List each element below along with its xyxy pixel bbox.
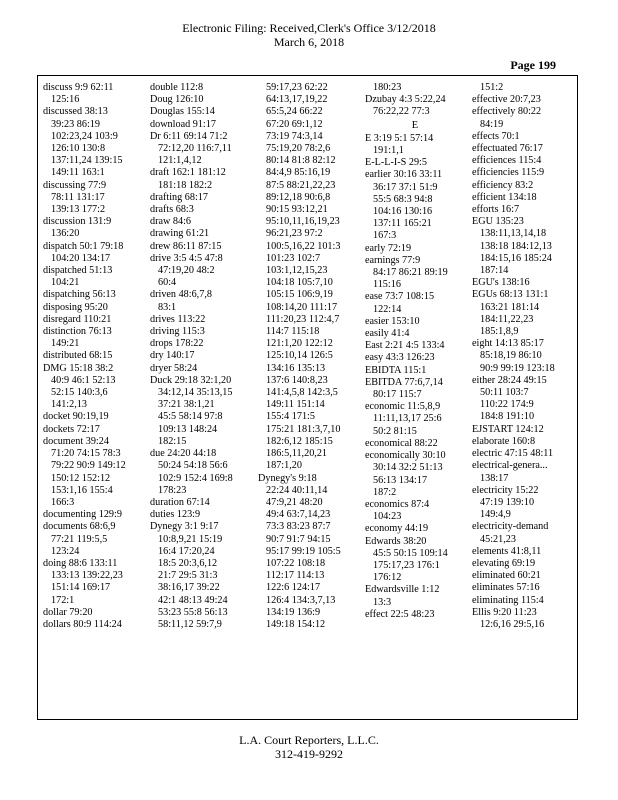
index-entry: docket 90:19,19: [43, 411, 109, 423]
index-entry: EGU's 138:16: [472, 277, 530, 289]
index-reference-line: 75:19,20 78:2,6: [266, 143, 331, 155]
index-reference-line: 64:13,17,19,22: [266, 94, 328, 106]
index-entry: download 91:17: [150, 118, 216, 130]
index-reference-line: 40:9 46:1 52:13: [51, 374, 116, 386]
index-entry: drive 3:5 4:5 47:8: [150, 252, 223, 264]
index-reference-line: 111:20,23 112:4,7: [266, 313, 340, 325]
index-entry: Edwards 38:20: [365, 535, 427, 547]
index-reference-line: 65:5,24 66:22: [266, 106, 323, 118]
index-reference-line: 134:16 135:13: [266, 362, 326, 374]
index-reference-line: 50:24 54:18 56:6: [158, 460, 228, 472]
index-entry: effective 20:7,23: [472, 94, 541, 106]
index-reference-line: 52:15 140:3,6: [51, 387, 108, 399]
index-entry: discuss 9:9 62:11: [43, 82, 114, 93]
index-reference-line: 18:5 20:3,6,12: [158, 557, 218, 569]
index-entry: efficiencies 115:9: [472, 167, 545, 179]
index-reference-line: 150:12 152:12: [51, 472, 111, 484]
index-reference-line: 47:9,21 48:20: [266, 496, 323, 508]
index-entry: disregard 110:21: [43, 313, 112, 325]
index-entry: drew 86:11 87:15: [150, 240, 222, 252]
index-entry: dryer 58:24: [150, 362, 198, 374]
index-reference-line: 107:22 108:18: [266, 557, 326, 569]
index-entry: economically 30:10: [365, 450, 446, 462]
index-reference-line: 71:20 74:15 78:3: [51, 448, 121, 460]
index-entry: easily 41:4: [365, 328, 410, 340]
index-reference-line: 184:11,22,23: [480, 313, 534, 325]
index-reference-line: 122:6 124:17: [266, 582, 321, 594]
reporter-name: L.A. Court Reporters, L.L.C.: [239, 733, 379, 747]
index-reference-line: 138:18 184:12,13: [480, 240, 552, 252]
index-reference-line: 42:1 48:13 49:24: [158, 594, 228, 606]
index-reference-line: 187:2: [373, 486, 397, 498]
index-entry: earlier 30:16 33:11: [365, 169, 443, 181]
index-reference-line: 167:3: [373, 230, 397, 242]
index-entry: disposing 95:20: [43, 301, 108, 313]
index-reference-line: 38:16,17 39:22: [158, 582, 220, 594]
index-reference-line: 191:1,1: [373, 145, 404, 157]
index-reference-line: 121:1,20 122:12: [266, 338, 333, 350]
index-entry: doing 88:6 133:11: [43, 557, 118, 569]
index-reference-line: 137:11 165:21: [373, 218, 432, 230]
index-entry: dispatched 51:13: [43, 265, 113, 277]
index-entry: discussed 38:13: [43, 106, 108, 118]
index-reference-line: 58:11,12 59:7,9: [158, 618, 222, 630]
index-entry: drives 113:22: [150, 313, 206, 325]
index-reference-line: 104:18 105:7,10: [266, 277, 333, 289]
index-reference-line: 181:18 182:2: [158, 179, 213, 191]
index-entry: due 24:20 44:18: [150, 448, 217, 460]
index-reference-line: 100:5,16,22 101:3: [266, 240, 341, 252]
index-reference-line: 36:17 37:1 51:9: [373, 181, 438, 193]
index-entry: Dr 6:11 69:14 71:2: [150, 130, 228, 142]
index-reference-line: 184:8 191:10: [480, 411, 535, 423]
index-entry: Dzubay 4:3 5:22,24: [365, 94, 446, 106]
index-reference-line: 187:14: [480, 265, 509, 277]
index-entry: economical 88:22: [365, 437, 438, 449]
index-entry: eliminated 60:21: [472, 570, 541, 582]
index-entry: efficiences 115:4: [472, 155, 542, 167]
index-reference-line: 10:8,9,21 15:19: [158, 533, 223, 545]
index-entry: elaborate 160:8: [472, 435, 536, 447]
index-entry: ease 73:7 108:15: [365, 291, 435, 303]
index-reference-line: 141:2,13: [51, 399, 87, 411]
index-entry: efficient 134:18: [472, 191, 537, 203]
index-reference-line: 180:23: [373, 82, 402, 93]
index-reference-line: 84:17 86:21 89:19: [373, 267, 448, 279]
index-reference-line: 21:7 29:5 31:3: [158, 570, 218, 582]
index-entry: duties 123:9: [150, 509, 201, 521]
index-entry: eliminating 115:4: [472, 594, 544, 606]
index-reference-line: 60:4: [158, 277, 177, 289]
index-entry: efforts 16:7: [472, 204, 520, 216]
index-reference-line: 90:15 93:12,21: [266, 204, 328, 216]
index-reference-line: 139:13 177:2: [51, 204, 106, 216]
index-reference-line: 122:14: [373, 303, 402, 315]
index-entry: Dynegy 3:1 9:17: [150, 521, 219, 533]
index-reference-line: 49:4 63:7,14,23: [266, 509, 331, 521]
index-entry: dispatch 50:1 79:18: [43, 240, 124, 252]
index-entry: dollars 80:9 114:24: [43, 618, 122, 630]
index-reference-line: 112:17 114:13: [266, 570, 325, 582]
index-reference-line: 84:4,9 85:16,19: [266, 167, 331, 179]
index-reference-line: 123:24: [51, 545, 80, 557]
index-reference-line: 115:16: [373, 279, 401, 291]
index-entry: easy 43:3 126:23: [365, 352, 435, 364]
index-reference-line: 149:11 151:14: [266, 399, 325, 411]
index-reference-line: 47:19,20 48:2: [158, 265, 215, 277]
index-reference-line: 87:5 88:21,22,23: [266, 179, 336, 191]
index-reference-line: 89:12,18 90:6,8: [266, 191, 331, 203]
index-reference-line: 59:17,23 62:22: [266, 82, 328, 93]
index-entry: distributed 68:15: [43, 350, 113, 362]
filing-stamp-header: Electronic Filing: Received,Clerk's Office 3/12/2018: [182, 21, 436, 35]
index-reference-line: 153:1,16 155:4: [51, 484, 113, 496]
page-number: Page 199: [510, 58, 556, 72]
index-reference-line: 67:20 69:1,12: [266, 118, 323, 130]
index-reference-line: 104:21: [51, 277, 80, 289]
index-reference-line: 172:1: [51, 594, 75, 606]
index-entry: EJSTART 124:12: [472, 423, 544, 435]
index-entry: easier 153:10: [365, 315, 420, 327]
index-reference-line: 109:13 148:24: [158, 423, 218, 435]
index-reference-line: 149:21: [51, 338, 80, 350]
index-reference-line: 104:16 130:16: [373, 206, 433, 218]
hearing-date: March 6, 2018: [273, 35, 345, 49]
index-reference-line: 83:1: [158, 301, 177, 313]
index-reference-line: 95:10,11,16,19,23: [266, 216, 340, 228]
index-entry: dispatching 56:13: [43, 289, 116, 301]
reporter-phone: 312-419-9292: [275, 747, 343, 761]
index-reference-line: 45:5 58:14 97:8: [158, 411, 223, 423]
index-entry: elevating 69:19: [472, 557, 536, 569]
index-entry: East 2:21 4:5 133:4: [365, 340, 445, 352]
index-reference-line: 102:9 152:4 169:8: [158, 472, 233, 484]
index-reference-line: 121:1,4,12: [158, 155, 202, 167]
index-reference-line: 110:22 174:9: [480, 399, 534, 411]
index-column-1: [43, 82, 143, 631]
index-reference-line: 182:15: [158, 435, 187, 447]
index-reference-line: 78:11 131:17: [51, 191, 105, 203]
index-column-2: [150, 82, 250, 631]
index-entry: eight 14:13 85:17: [472, 338, 544, 350]
index-entry: effects 70:1: [472, 130, 520, 142]
index-reference-line: 73:19 74:3,14: [266, 130, 323, 142]
index-reference-line: 126:4 134:3,7,13: [266, 594, 336, 606]
index-reference-line: 55:5 68:3 94:8: [373, 193, 433, 205]
section-letter: E: [411, 119, 419, 131]
index-entry: duration 67:14: [150, 496, 210, 508]
index-entry: Doug 126:10: [150, 94, 204, 106]
index-entry: drafting 68:17: [150, 191, 209, 203]
index-column-3: [258, 82, 358, 631]
index-reference-line: 138:17: [480, 472, 509, 484]
index-entry: Edwardsville 1:12: [365, 584, 440, 596]
index-reference-line: 138:11,13,14,18: [480, 228, 547, 240]
index-reference-line: 73:3 83:23 87:7: [266, 521, 331, 533]
index-reference-line: 45:21,23: [480, 533, 516, 545]
index-reference-line: 13:3: [373, 596, 392, 608]
index-reference-line: 182:6,12 185:15: [266, 435, 333, 447]
index-reference-line: 80:14 81:8 82:12: [266, 155, 336, 167]
index-reference-line: 39:23 86:19: [51, 118, 100, 130]
index-reference-line: 155:4 171:5: [266, 411, 315, 423]
index-column-5: [472, 82, 572, 631]
index-entry: draft 162:1 181:12: [150, 167, 226, 179]
index-entry: electricity-demand: [472, 521, 549, 533]
index-reference-line: 108:14,20 111:17: [266, 301, 338, 313]
index-entry: earnings 77:9: [365, 254, 421, 266]
index-reference-line: 185:1,8,9: [480, 326, 519, 338]
index-entry: driven 48:6,7,8: [150, 289, 212, 301]
index-entry: electrical-genera...: [472, 460, 548, 472]
index-entry: dry 140:17: [150, 350, 195, 362]
index-reference-line: 50:11 103:7: [480, 387, 529, 399]
index-entry: early 72:19: [365, 242, 412, 254]
index-reference-line: 101:23 102:7: [266, 252, 321, 264]
index-entry: elements 41:8,11: [472, 545, 542, 557]
index-entry: electric 47:15 48:11: [472, 448, 554, 460]
index-reference-line: 187:1,20: [266, 460, 302, 472]
index-reference-line: 90:9 99:19 123:18: [480, 362, 555, 374]
index-reference-line: 77:21 119:5,5: [51, 533, 108, 545]
index-reference-line: 104:23: [373, 511, 402, 523]
index-reference-line: 125:10,14 126:5: [266, 350, 333, 362]
index-reference-line: 102:23,24 103:9: [51, 130, 118, 142]
index-reference-line: 163:21 181:14: [480, 301, 540, 313]
index-entry: efficiency 83:2: [472, 179, 534, 191]
index-reference-line: 133:13 139:22,23: [51, 570, 123, 582]
index-entry: drops 178:22: [150, 338, 204, 350]
index-entry: E-L-L-I-S 29:5: [365, 157, 427, 169]
index-entry: driving 115:3: [150, 326, 205, 338]
index-entry: EGU 135:23: [472, 216, 524, 228]
index-reference-line: 126:10 130:8: [51, 143, 106, 155]
index-reference-line: 11:11,13,17 25:6: [373, 413, 442, 425]
index-entry: Douglas 155:14: [150, 106, 215, 118]
index-reference-line: 114:7 115:18: [266, 326, 320, 338]
index-entry: discussion 131:9: [43, 216, 112, 228]
index-reference-line: 56:13 134:17: [373, 474, 428, 486]
index-entry: EGUs 68:13 131:1: [472, 289, 549, 301]
index-entry: EBIDTA 115:1: [365, 364, 427, 376]
index-reference-line: 50:2 81:15: [373, 425, 417, 437]
index-entry: dockets 72:17: [43, 423, 100, 435]
index-reference-line: 151:2: [480, 82, 504, 93]
index-entry: E 3:19 5:1 57:14: [365, 132, 434, 144]
index-reference-line: 22:24 40:11,14: [266, 484, 328, 496]
index-entry: documents 68:6,9: [43, 521, 116, 533]
index-reference-line: 34:12,14 35:13,15: [158, 387, 233, 399]
index-entry: Ellis 9:20 11:23: [472, 606, 537, 618]
index-reference-line: 137:11,24 139:15: [51, 155, 123, 167]
index-entry: Duck 29:18 32:1,20: [150, 374, 232, 386]
index-reference-line: 149:18 154:12: [266, 618, 326, 630]
index-reference-line: 175:21 181:3,7,10: [266, 423, 341, 435]
index-entry: economy 44:19: [365, 523, 429, 535]
index-reference-line: 96:21,23 97:2: [266, 228, 323, 240]
index-reference-line: 90:7 91:7 94:15: [266, 533, 331, 545]
index-entry: Dynegy's 9:18: [258, 472, 317, 484]
index-reference-line: 186:5,11,20,21: [266, 448, 328, 460]
index-reference-line: 37:21 38:1,21: [158, 399, 215, 411]
index-entry: DMG 15:18 38:2: [43, 362, 114, 374]
index-reference-line: 178:23: [158, 484, 187, 496]
index-reference-line: 47:19 139:10: [480, 496, 535, 508]
index-reference-line: 30:14 32:2 51:13: [373, 462, 443, 474]
index-reference-line: 176:12: [373, 572, 402, 584]
index-reference-line: 175:17,23 176:1: [373, 559, 440, 571]
index-reference-line: 79:22 90:9 149:12: [51, 460, 126, 472]
index-entry: document 39:24: [43, 435, 109, 447]
index-entry: economic 11:5,8,9: [365, 401, 441, 413]
index-reference-line: 12:6,16 29:5,16: [480, 618, 545, 630]
index-reference-line: 149:11 163:1: [51, 167, 105, 179]
index-reference-line: 104:20 134:17: [51, 252, 111, 264]
index-entry: either 28:24 49:15: [472, 374, 547, 386]
index-reference-line: 166:3: [51, 496, 75, 508]
index-reference-line: 76:22,22 77:3: [373, 106, 430, 118]
index-reference-line: 149:4,9: [480, 509, 511, 521]
index-entry: drawing 61:21: [150, 228, 210, 240]
index-entry: effect 22:5 48:23: [365, 608, 435, 620]
index-reference-line: 141:4,5,8 142:3,5: [266, 387, 338, 399]
index-reference-line: 80:17 115:7: [373, 389, 422, 401]
index-column-4: [365, 82, 465, 621]
index-reference-line: 103:1,12,15,23: [266, 265, 328, 277]
index-reference-line: 72:12,20 116:7,11: [158, 143, 232, 155]
index-reference-line: 105:15 106:9,19: [266, 289, 333, 301]
index-entry: discussing 77:9: [43, 179, 107, 191]
index-reference-line: 125:16: [51, 94, 80, 106]
index-entry: draw 84:6: [150, 216, 192, 228]
index-reference-line: 134:19 136:9: [266, 606, 321, 618]
index-entry: effectively 80:22: [472, 106, 542, 118]
index-reference-line: 137:6 140:8,23: [266, 374, 328, 386]
index-reference-line: 184:15,16 185:24: [480, 252, 552, 264]
index-reference-line: 95:17 99:19 105:5: [266, 545, 341, 557]
index-reference-line: 151:14 169:17: [51, 582, 111, 594]
index-entry: EBITDA 77:6,7,14: [365, 376, 443, 388]
index-reference-line: 84:19: [480, 118, 504, 130]
index-reference-line: 85:18,19 86:10: [480, 350, 542, 362]
index-reference-line: 45:5 50:15 109:14: [373, 547, 448, 559]
index-entry: economics 87:4: [365, 498, 430, 510]
index-entry: electricity 15:22: [472, 484, 539, 496]
index-reference-line: 53:23 55:8 56:13: [158, 606, 228, 618]
index-entry: double 112:8: [150, 82, 204, 93]
index-reference-line: 136:20: [51, 228, 80, 240]
index-entry: dollar 79:20: [43, 606, 93, 618]
index-entry: eliminates 57:16: [472, 582, 540, 594]
index-entry: effectuated 76:17: [472, 143, 543, 155]
index-entry: distinction 76:13: [43, 326, 112, 338]
index-entry: drafts 68:3: [150, 204, 194, 216]
index-entry: documenting 129:9: [43, 509, 122, 521]
index-reference-line: 16:4 17:20,24: [158, 545, 215, 557]
